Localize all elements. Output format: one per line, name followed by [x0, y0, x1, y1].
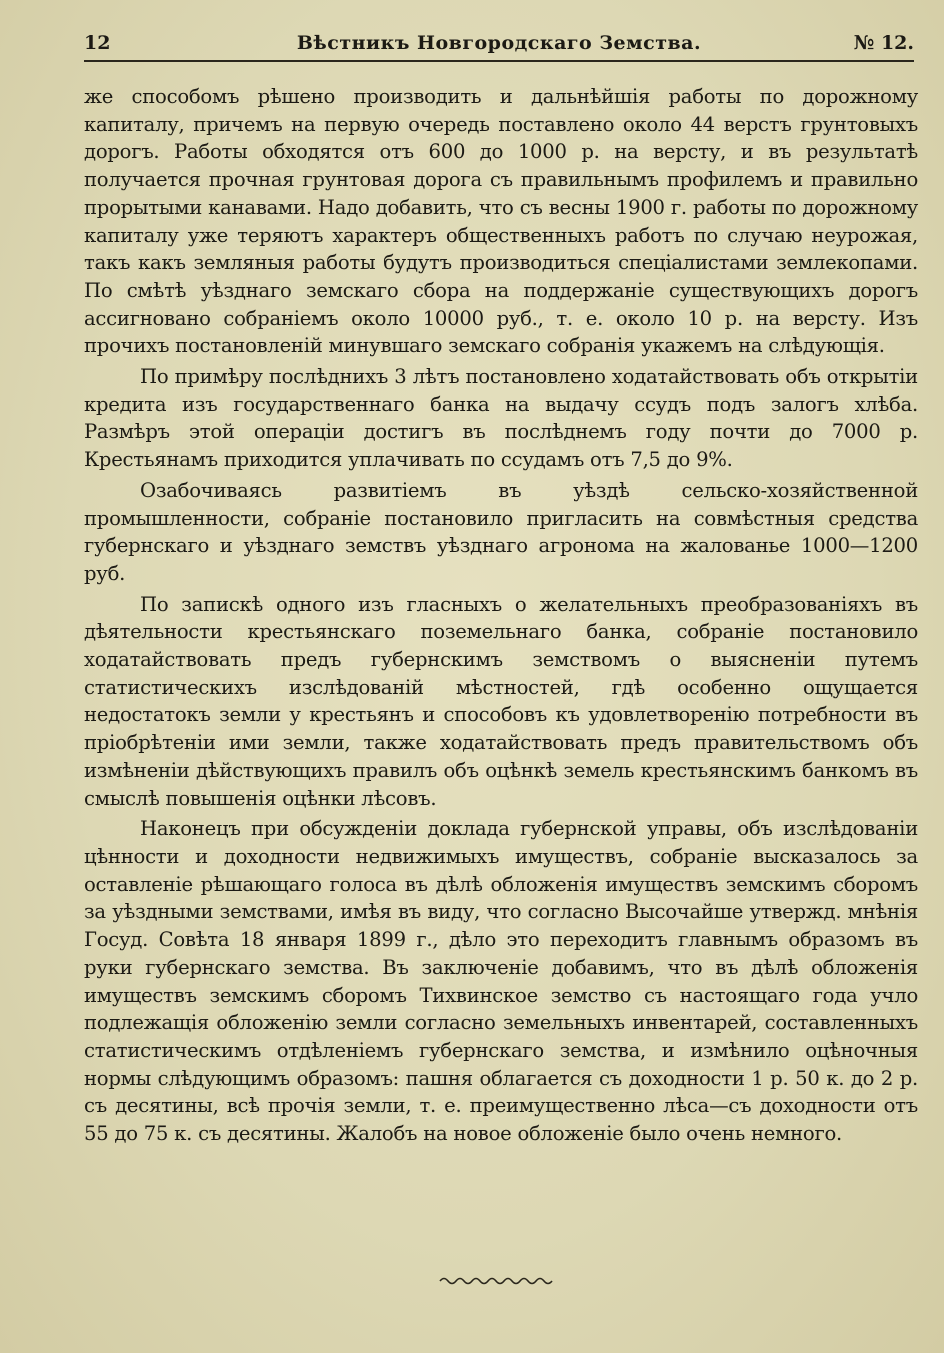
end-ornament: [438, 1275, 556, 1287]
article-body: [84, 83, 918, 1151]
paragraph-property-tax: Наконецъ при обсужденіи доклада губернской управы, объ изслѣдованіи цѣнности и доходности недвижимыхъ имуществъ, собраніе высказалось за оставленіе рѣшающаго голоса въ дѣлѣ обложенія имуществъ земскимъ сборомъ за уѣздными земствами, имѣя въ виду, что согласно Высочайше утвержд. мнѣнія Госуд. Совѣта 18 января 1899 г., дѣло это переходитъ главнымъ образомъ въ руки губернскаго земства. Въ заключеніе добавимъ, что въ дѣлѣ обложенія имуществъ земскимъ сборомъ Тихвинское земство съ настоящаго года учло подлежащія обложенію земли согласно земельныхъ инвентарей, составленныхъ статистическимъ отдѣленіемъ губернскаго земства, и измѣнило оцѣночныя нормы слѣдующимъ образомъ: пашня облагается съ доходности 1 р. 50 к. до 2 р. съ десятины, всѣ прочія земли, т. е. преимущественно лѣса—съ доходности отъ 55 до 75 к. съ десятины. Жалобъ на новое обложеніе было очень немного.: [84, 817, 918, 1146]
header-rule: [84, 60, 914, 62]
paragraph-agronomist: Озабочиваясь развитіемъ въ уѣздѣ сельско-хозяйственной промышленности, собраніе постановило пригласить на совмѣстныя средства губернскаго и уѣзднаго земствъ уѣзднаго агронома на жалованье 1000—1200 руб.: [84, 478, 918, 585]
journal-title: Вѣстникъ Новгородскаго Земства.: [296, 32, 702, 54]
paragraph-land-bank: По запискѣ одного изъ гласныхъ о желательныхъ преобразованіяхъ въ дѣятельности крестьянскаго поземельнаго банка, собраніе постановило ходатайствовать предъ губернскимъ земствомъ о выясненіи путемъ статистическихъ изслѣдованій мѣстностей, гдѣ особенно ощущается недостатокъ земли у крестьянъ и способовъ къ удовлетворенію потребности въ пріобрѣтеніи ими земли, также ходатайствовать предъ правительствомъ объ измѣненіи дѣйствующихъ правилъ объ оцѣнкѣ земель крестьянскимъ банкомъ въ смыслѣ повышенія оцѣнки лѣсовъ.: [84, 592, 918, 810]
issue-number: № 12.: [853, 32, 914, 54]
page-number: 12: [84, 32, 111, 54]
paragraph-credit: По примѣру послѣднихъ 3 лѣтъ постановлено ходатайствовать объ открытіи кредита изъ государственнаго банка на выдачу ссудъ подъ залогъ хлѣба. Размѣръ этой операціи достигъ въ послѣднемъ году почти до 7000 р. Крестьянамъ приходится уплачивать по ссудамъ отъ 7,5 до 9%.: [84, 365, 918, 472]
paragraph-continuation: же способомъ рѣшено производить и дальнѣйшія работы по дорожному капиталу, причемъ на первую очередь поставлено около 44 верстъ грунтовыхъ дорогъ. Работы обходятся отъ 600 до 1000 р. на версту, и въ результатѣ получается прочная грунтовая дорога съ правильнымъ профилемъ и правильно прорытыми канавами. Надо добавить, что съ весны 1900 г. работы по дорожному капиталу уже теряютъ характеръ общественныхъ работъ по случаю неурожая, такъ какъ земляныя работы будутъ производиться спеціалистами землекопами. По смѣтѣ уѣзднаго земскаго сбора на поддержаніе существующихъ дорогъ ассигновано собраніемъ около 10000 руб., т. е. около 10 р. на версту. Изъ прочихъ постановленій минувшаго земскаго собранія укажемъ на слѣдующія.: [84, 85, 918, 358]
running-head: [84, 30, 914, 60]
